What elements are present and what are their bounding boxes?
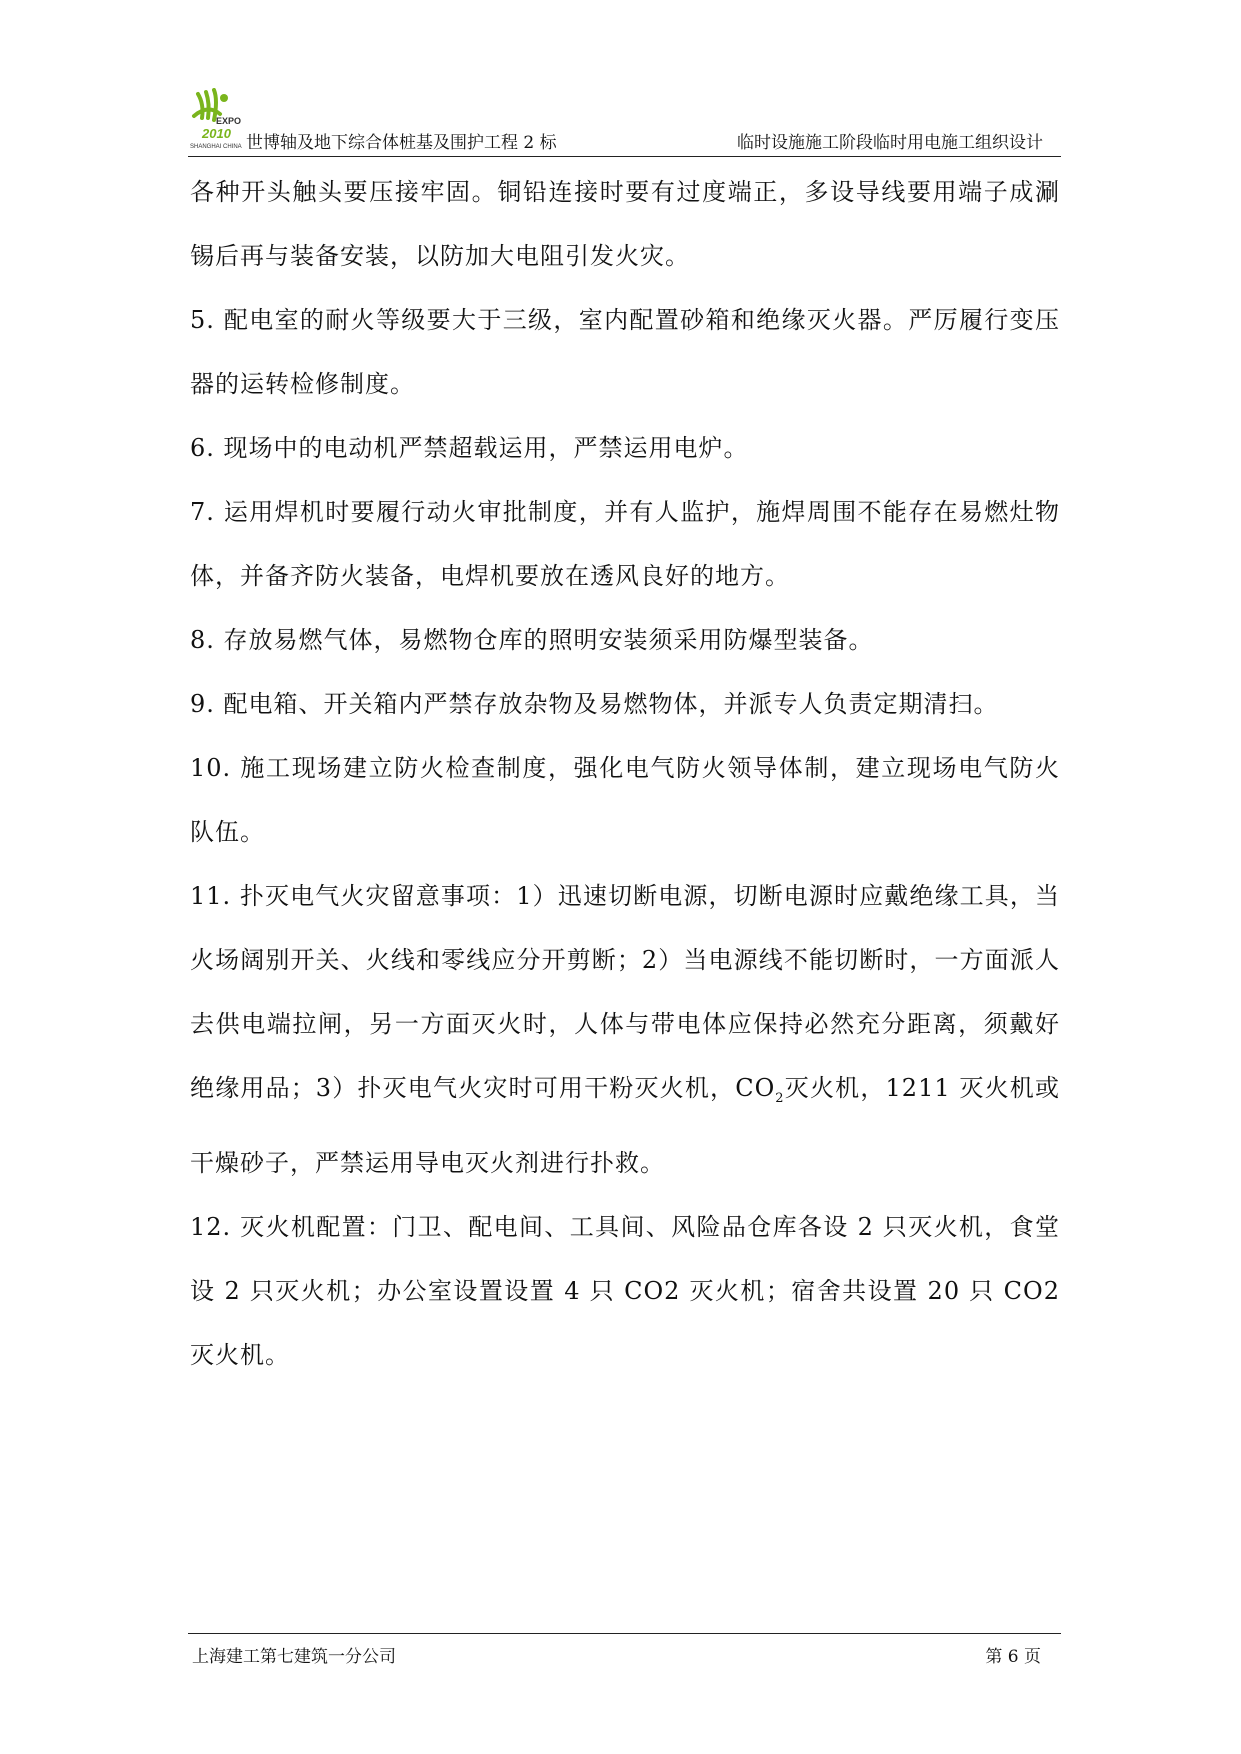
paragraph-text: 11. 扑灭电气火灾留意事项：1）迅速切断电源，切断电源时应戴绝缘工具，当火场阔别开关、火线和零线应分开剪断；2）当电源线不能切断时，一方面派人去供电端拉闸，另一方面灭火时，人体与带电体应保持必然充分距离，须戴好绝缘用品；3）扑灭电气火灾时可用干粉灭火机，CO [190, 882, 1060, 1102]
paragraph: 5. 配电室的耐火等级要大于三级，室内配置砂箱和绝缘灭火器。严厉履行变压器的运转检修制度。 [190, 306, 1060, 398]
paragraph: 12. 灭火机配置：门卫、配电间、工具间、风险品仓库各设 2 只灭火机，食堂设 2 只灭火机；办公室设置设置 4 只 CO2 灭火机；宿舍共设置 20 只 CO2 灭火机。 [190, 1212, 1060, 1369]
paragraph: 各种开头触头要压接牢固。铜铅连接时要有过度端正，多设导线要用端子成涮锡后再与装备安装，以防加大电阻引发火灾。 [190, 178, 1060, 270]
subscript: 2 [775, 1090, 785, 1106]
paragraph: 10. 施工现场建立防火检查制度，强化电气防火领导体制，建立现场电气防火队伍。 [190, 754, 1060, 846]
project-title: 世博轴及地下综合体桩基及围护工程 2 标 [246, 133, 557, 153]
paragraph-text: 灭火机，1211 灭火机或干燥砂子，严禁运用导电灭火剂进行扑救。 [190, 1074, 1060, 1177]
paragraph: 6. 现场中的电动机严禁超载运用，严禁运用电炉。 [190, 434, 749, 462]
paragraph [190, 864, 1060, 1195]
svg-text:2010: 2010 [202, 126, 231, 141]
svg-text:SHANGHAI CHINA: SHANGHAI CHINA [190, 144, 242, 150]
page-footer [188, 1633, 1061, 1674]
paragraph: 9. 配电箱、开关箱内严禁存放杂物及易燃物体，并派专人负责定期清扫。 [190, 690, 999, 718]
page-header [188, 88, 1061, 157]
paragraph: 8. 存放易燃气体，易燃物仓库的照明安装须采用防爆型装备。 [190, 626, 874, 654]
page-number: 第 6 页 [985, 1647, 1041, 1667]
document-body [190, 160, 1060, 1387]
document-title: 临时设施施工阶段临时用电施工组织设计 [737, 133, 1043, 153]
svg-text:EXPO: EXPO [216, 116, 242, 126]
expo-logo [188, 88, 250, 152]
paragraph: 7. 运用焊机时要履行动火审批制度，并有人监护，施焊周围不能存在易燃灶物体，并备齐防火装备，电焊机要放在透风良好的地方。 [190, 498, 1060, 590]
company-name: 上海建工第七建筑一分公司 [192, 1647, 396, 1667]
